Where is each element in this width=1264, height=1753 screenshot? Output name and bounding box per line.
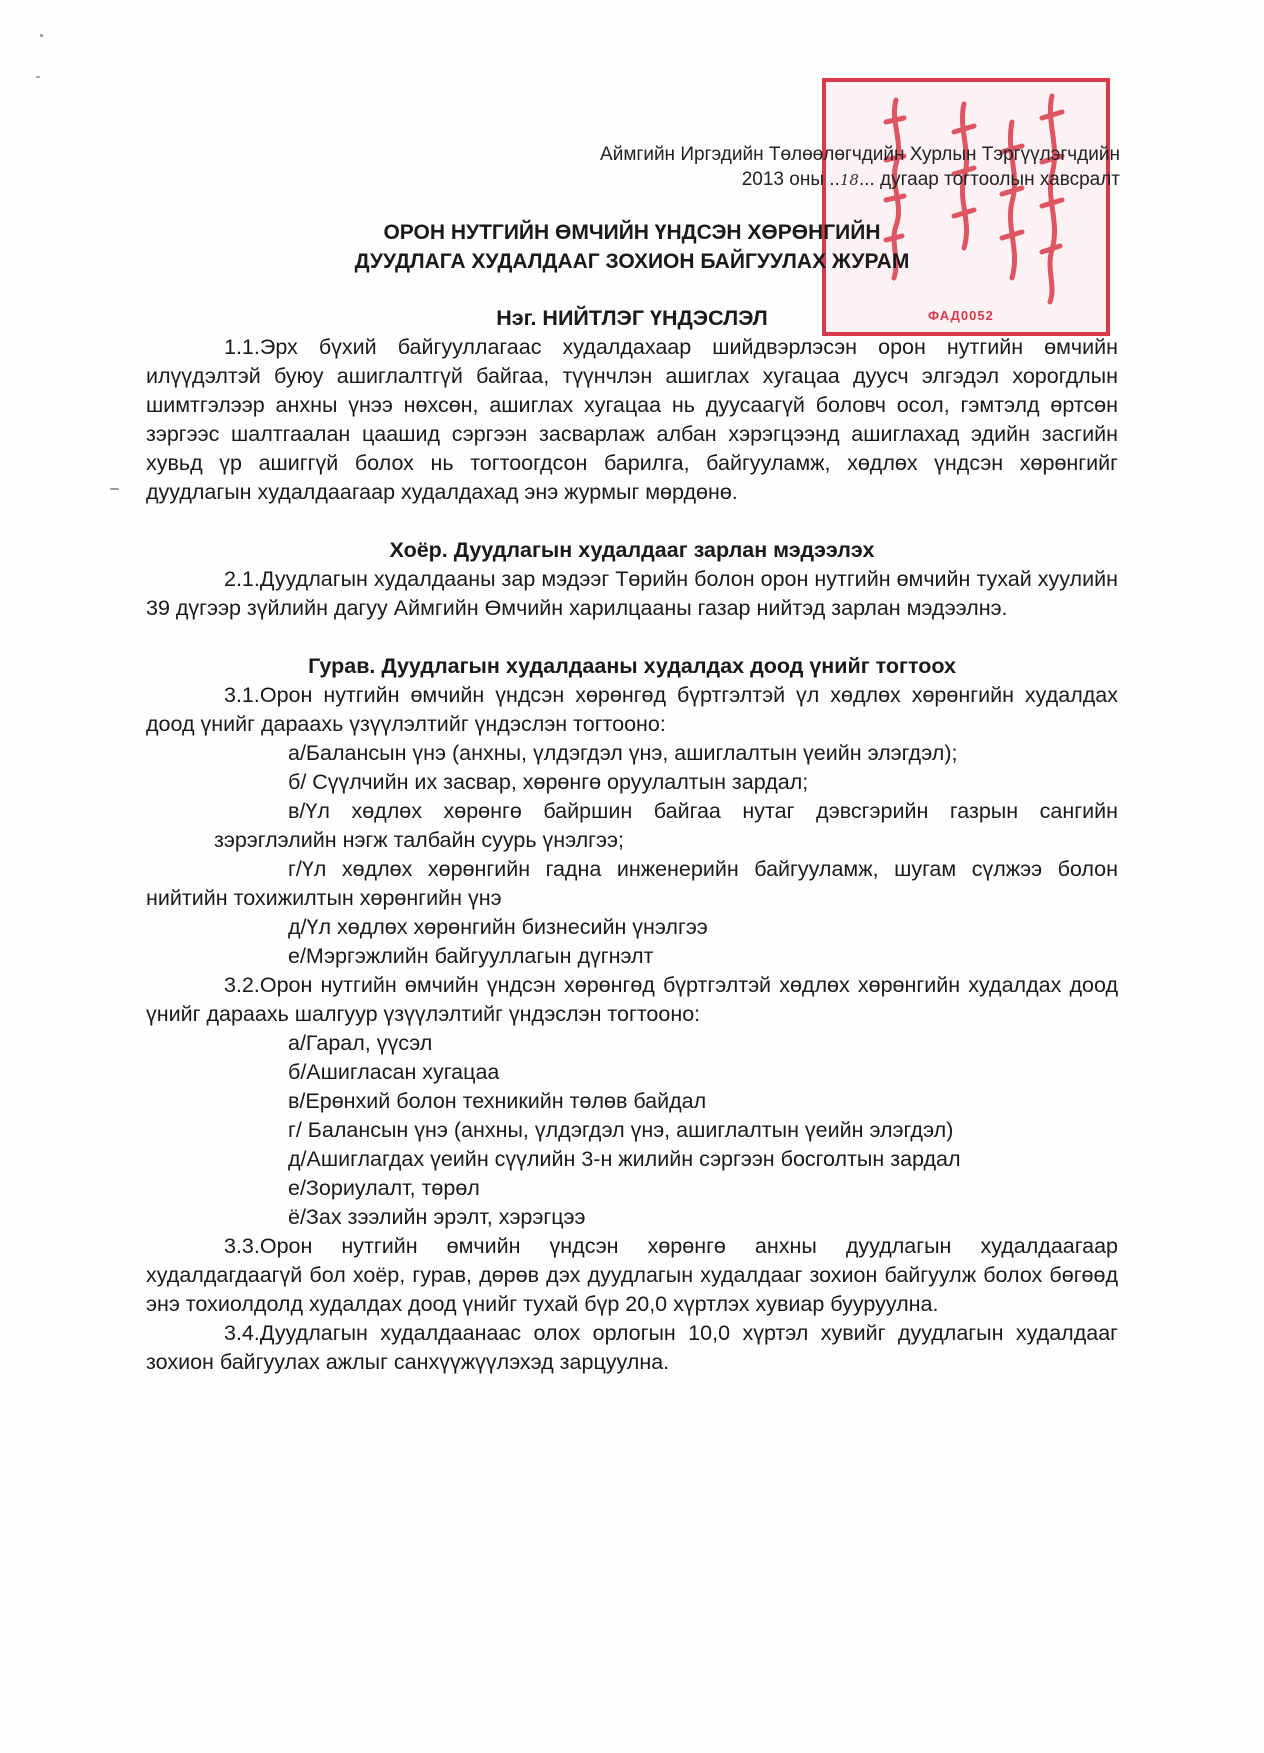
document-body <box>146 304 1118 1377</box>
list-item: д/Ашиглагдах үеийн сүүлийн 3-н жилийн сэргээн босголтын зардал <box>288 1147 961 1171</box>
header-note-line1: Аймгийн Иргэдийн Төлөөлөгчдийн Хурлын Тэргүүлэгчдийн <box>600 144 1120 165</box>
paragraph-3-2: 3.2.Орон нутгийн өмчийн үндсэн хөрөнгөд бүртгэлтэй хөдлөх хөрөнгийн худалдах доод үнийг дараахь шалгуур үзүүлэлтийг үндэслэн тогтооно: <box>146 973 1118 1026</box>
list-item: в/Үл хөдлөх хөрөнгө байршин байгаа нутаг дэвсгэрийн газрын сангийн зэрэглэлийн нэгж талбайн суурь үнэлгээ; <box>214 799 1118 852</box>
paragraph-3-1: 3.1.Орон нутгийн өмчийн үндсэн хөрөнгөд бүртгэлтэй үл хөдлөх хөрөнгийн худалдах доод үнийг дараахь үзүүлэлтийг үндэслэн тогтооно: <box>146 683 1118 736</box>
scan-speck <box>40 34 43 37</box>
header-note-line2 <box>600 167 1120 193</box>
document-title <box>146 218 1118 276</box>
stamp-mongolian-script <box>826 82 1106 332</box>
stamp-number: ФАД0052 <box>928 308 994 323</box>
list-item: е/Зориулалт, төрөл <box>288 1176 480 1200</box>
section-heading: Нэг. НИЙТЛЭГ ҮНДЭСЛЭЛ <box>496 306 768 330</box>
title-line1: ОРОН НУТГИЙН ӨМЧИЙН ҮНДСЭН ХӨРӨНГИЙН <box>383 221 881 244</box>
scan-speck <box>110 488 119 490</box>
list-item: г/Үл хөдлөх хөрөнгийн гадна инженерийн байгууламж, шугам сүлжээ болон нийтийн тохижилтын хөрөнгийн үнэ <box>146 857 1118 910</box>
list-item: г/ Балансын үнэ (анхны, үлдэгдэл үнэ, ашиглалтын үеийн элэгдэл) <box>288 1118 954 1142</box>
list-item: б/Ашигласан хугацаа <box>288 1060 500 1084</box>
list-item: а/Балансын үнэ (анхны, үлдэгдэл үнэ, ашиглалтын үеийн элэгдэл); <box>288 741 958 765</box>
list-item: а/Гарал, үүсэл <box>288 1031 433 1055</box>
list-item: д/Үл хөдлөх хөрөнгийн бизнесийн үнэлгээ <box>288 915 708 939</box>
list-item: в/Ерөнхий болон техникийн төлөв байдал <box>288 1089 707 1113</box>
header-note-year: 2013 оны .. <box>741 169 840 190</box>
list-item: б/ Сүүлчийн их засвар, хөрөнгө оруулалтын зардал; <box>288 770 809 794</box>
paragraph-2-1: 2.1.Дуудлагын худалдааны зар мэдээг Төрийн болон орон нутгийн өмчийн тухай хуулийн 39 дүгээр зүйлийн дагуу Аймгийн Өмчийн харилцааны газар нийтэд зарлан мэдээлнэ. <box>146 567 1118 620</box>
list-item: ё/Зах зээлийн эрэлт, хэрэгцээ <box>288 1205 586 1229</box>
official-stamp <box>822 78 1110 336</box>
handwritten-number: 18 <box>839 171 859 189</box>
paragraph-3-3: 3.3.Орон нутгийн өмчийн үндсэн хөрөнгө анхны дуудлагын худалдаагаар худалдагдаагүй бол хоёр, гурав, дөрөв дэх дуудлагын худалдааг зохион байгуулж болох бөгөөд энэ тохиолдолд худалдах доод үнийг тухай бүр 20,0 хүртлэх хувиар бууруулна. <box>146 1234 1118 1316</box>
scan-speck <box>36 76 40 78</box>
header-note <box>600 142 1120 193</box>
paragraph-1-1: 1.1.Эрх бүхий байгууллагаас худалдахаар шийдвэрлэсэн орон нутгийн өмчийн илүүдэлтэй буюу ашиглалтгүй байгаа, түүнчлэн ашиглах хугацаа дуусч элгэдэл хорогдлын шимтгэлээр анхны үнээ нөхсөн, ашиглах хугацаа нь дуусаагүй боловч осол, гэмтэлд өртсөн зэргээс шалтгаалан цаашид сэргээн засварлаж албан хэрэгцээнд ашиглахад эдийн засгийн хувьд үр ашиггүй болох нь тогтоогдсон барилга, байгууламж, хөдлөх үндсэн хөрөнгийг дуудлагын худалдаагаар худалдахад энэ журмыг мөрдөнө. <box>146 335 1118 504</box>
section-heading: Хоёр. Дуудлагын худалдааг зарлан мэдээлэх <box>389 538 875 562</box>
section-heading: Гурав. Дуудлагын худалдааны худалдах доод үнийг тогтоох <box>308 654 956 678</box>
paragraph-3-4: 3.4.Дуудлагын худалдаанаас олох орлогын 10,0 хүртэл хувийг дуудлагын худалдааг зохион байгуулах ажлыг санхүүжүүлэхэд зарцуулна. <box>146 1321 1118 1374</box>
list-item: е/Мэргэжлийн байгууллагын дүгнэлт <box>288 944 654 968</box>
header-note-suffix: ... дугаар тогтоолын хавсралт <box>858 169 1120 190</box>
title-line2: ДУУДЛАГА ХУДАЛДААГ ЗОХИОН БАЙГУУЛАХ ЖУРАМ <box>354 250 910 273</box>
